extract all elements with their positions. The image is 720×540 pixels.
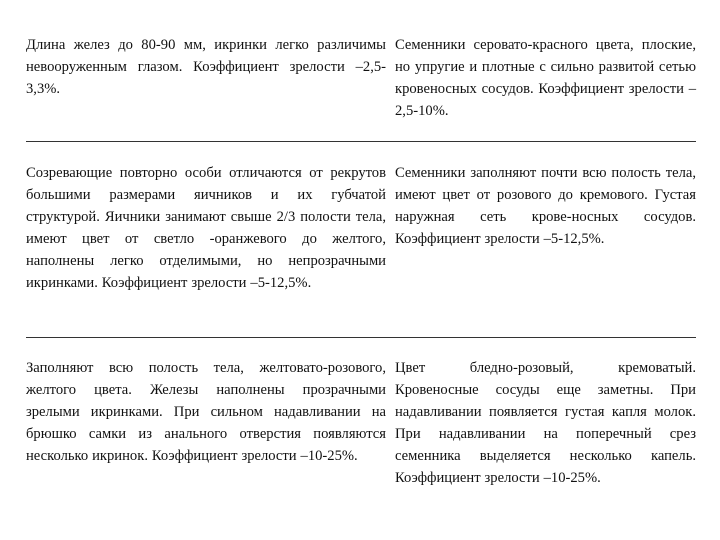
row-divider bbox=[26, 337, 696, 338]
table-cell-female-description: Длина желез до 80-90 мм, икринки легко различимы невооруженным глазом. Коэффициент зрелости –2,5-3,3%. bbox=[26, 37, 386, 97]
table-cell-male-description: Семенники серовато-красного цвета, плоские, но упругие и плотные с сильно развитой сетью кровеносных сосудов. Коэффициент зрелости –2,5-10%. bbox=[395, 37, 696, 119]
table-cell-male-description: Цвет бледно-розовый, кремоватый. Кровеносные сосуды еще заметны. При надавливании появляется густая капля молок. При надавливании на поперечный срез семенника выделяется несколько капель. Коэффициент зрелости –10-25%. bbox=[395, 360, 696, 486]
table-cell-female-description: Созревающие повторно особи отличаются от рекрутов большими размерами яичников и их губчатой структурой. Яичники занимают свыше 2/3 полости тела, имеют цвет от светло -оранжевого до желтого, наполнены легко отделимыми, но непрозрачными икринками. Коэффициент зрелости –5-12,5%. bbox=[26, 165, 386, 291]
table-row bbox=[26, 345, 696, 530]
table-cell-male-description: Семенники заполняют почти всю полость тела, имеют цвет от розового до кремового. Густая наружная сеть крове-носных сосудов. Коэффициент зрелости –5-12,5%. bbox=[395, 165, 696, 247]
table-cell-female-description: Заполняют всю полость тела, желтовато-розового, желтого цвета. Железы наполнены прозрачными зрелыми икринками. При сильном надавливании на брюшко самки из анального отверстия появляются несколько икринок. Коэффициент зрелости –10-25%. bbox=[26, 360, 386, 464]
row-divider bbox=[26, 141, 696, 142]
table-row bbox=[26, 149, 696, 334]
table-row bbox=[26, 20, 696, 138]
